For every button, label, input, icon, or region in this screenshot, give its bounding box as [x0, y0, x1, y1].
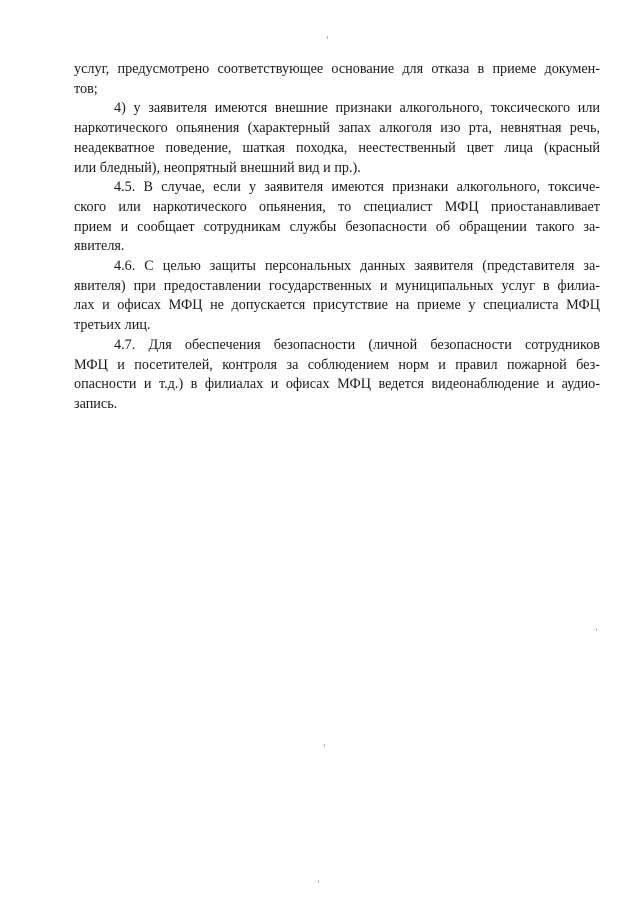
document-line: явителя) при предоставлении государственных и муниципальных услуг в филиа-: [74, 277, 600, 294]
document-body: [74, 60, 600, 415]
document-line: наркотического опьянения (характерный запах алкоголя изо рта, невнятная речь,: [74, 120, 600, 137]
document-line: 4) у заявителя имеются внешние признаки алкогольного, токсического или: [114, 100, 600, 117]
document-line: услуг, предусмотрено соответствующее основание для отказа в приеме докумен-: [74, 61, 600, 77]
document-line: неадекватное поведение, шаткая походка, неестественный цвет лица (красный: [74, 139, 600, 156]
document-line: лах и офисах МФЦ не допускается присутствие на приеме у специалиста МФЦ: [74, 297, 600, 314]
document-line: опасности и т.д.) в филиалах и офисах МФЦ ведется видеонаблюдение и аудио-: [74, 376, 600, 393]
document-line: третьих лиц.: [74, 317, 151, 334]
document-line: тов;: [74, 80, 98, 97]
scan-speck: [324, 744, 325, 747]
document-line: прием и сообщает сотрудникам службы безопасности об обращении такого за-: [74, 218, 600, 235]
scan-speck: [327, 36, 328, 39]
document-line: 4.5. В случае, если у заявителя имеются признаки алкогольного, токсиче-: [114, 179, 600, 196]
document-line: ского или наркотического опьянения, то специалист МФЦ приостанавливает: [74, 198, 600, 215]
document-line: 4.7. Для обеспечения безопасности (личной безопасности сотрудников: [114, 336, 600, 353]
scan-speck: [318, 880, 319, 883]
document-line: явителя.: [74, 238, 125, 255]
document-line: запись.: [74, 395, 118, 412]
document-line: МФЦ и посетителей, контроля за соблюдением норм и правил пожарной без-: [74, 356, 600, 373]
scan-speck: [596, 628, 597, 631]
document-line: 4.6. С целью защиты персональных данных заявителя (представителя за-: [114, 258, 600, 275]
document-line: или бледный), неопрятный внешний вид и пр.).: [74, 159, 361, 176]
